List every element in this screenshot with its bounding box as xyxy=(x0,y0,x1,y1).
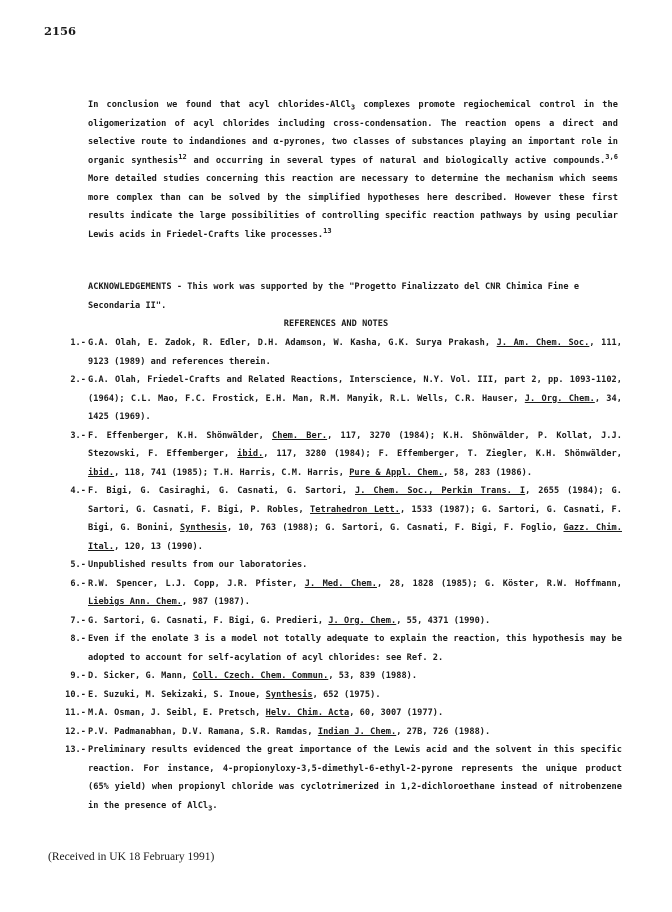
reference-item xyxy=(40,575,622,612)
reference-text xyxy=(88,612,622,631)
reference-fragment: , 120, 13 (1990). xyxy=(114,541,203,552)
acknowledgements-text: - This work was supported by the "Progetto Finalizzato del CNR Chimica Fine e Secondaria II". xyxy=(88,282,580,311)
reference-fragment: , 58, 283 (1986). xyxy=(443,467,533,478)
journal-name: Synthesis xyxy=(265,689,313,700)
reference-text xyxy=(88,334,622,371)
page-number: 2156 xyxy=(44,24,77,38)
reference-number: 8.- xyxy=(70,634,86,644)
subscript: 3 xyxy=(208,804,213,813)
reference-item xyxy=(40,667,622,686)
reference-fragment: M.A. Osman, J. Seibl, E. Pretsch, xyxy=(88,708,266,718)
reference-text xyxy=(88,575,622,612)
conclusion-paragraph xyxy=(88,96,618,244)
journal-name: Chem. Ber. xyxy=(272,430,328,441)
journal-name: Pure & Appl. Chem. xyxy=(349,467,444,478)
journal-name: Coll. Czech. Chem. Commun. xyxy=(192,671,329,681)
reference-item xyxy=(40,427,622,483)
references-list xyxy=(40,334,622,815)
acknowledgements-label: ACKNOWLEDGEMENTS xyxy=(88,282,172,292)
conclusion-text-3: and occurring in several types of natural and biologically active compounds. xyxy=(186,155,606,166)
reference-number: 5.- xyxy=(70,560,86,570)
reference-number: 9.- xyxy=(70,671,86,681)
reference-fragment: , 652 (1975). xyxy=(312,689,381,700)
reference-fragment: , 28, 1828 (1985); G. Köster, R.W. Hoffmann, xyxy=(376,578,622,589)
reference-item xyxy=(40,723,622,742)
reference-fragment: , 2655 (1984); G. Sartori, G. Casnati, F. Bigi, P. Robles, xyxy=(88,486,622,515)
journal-name: ibid. xyxy=(237,449,264,459)
reference-fragment: F. Effenberger, K.H. Shönwälder, xyxy=(88,430,272,441)
reference-item xyxy=(40,630,622,667)
citation-superscript: 3,6 xyxy=(605,152,618,161)
reference-number: 6.- xyxy=(70,578,86,589)
reference-fragment: D. Sicker, G. Mann, xyxy=(88,671,193,681)
reference-fragment: , 117, 3280 (1984); F. Effemberger, T. Ziegler, K.H. Shönwälder, xyxy=(263,449,622,459)
reference-fragment: , 987 (1987). xyxy=(182,597,250,607)
journal-name: J. Org. Chem. xyxy=(524,393,595,404)
journal-name: Indian J. Chem. xyxy=(317,726,397,737)
reference-item xyxy=(40,482,622,556)
conclusion-text-4: More detailed studies concerning this reaction are necessary to determine the mechanism which seems more complex than can be solved by the simplified hypotheses here described. However these first results indicate the large possibilities of controlling specific reaction pathways by using peculiar Lewis acids in Friedel-Crafts like processes. xyxy=(88,174,618,240)
reference-text xyxy=(88,630,622,667)
reference-fragment: , 27B, 726 (1988). xyxy=(396,726,491,737)
reference-fragment: F. Bigi, G. Casiraghi, G. Casnati, G. Sartori, xyxy=(88,486,355,496)
reference-fragment: , 111, 9123 (1989) and references therein. xyxy=(88,338,622,367)
reference-fragment: Unpublished results from our laboratories. xyxy=(88,560,308,570)
journal-name: Gazz. Chim. Ital. xyxy=(88,523,622,552)
reference-item xyxy=(40,741,622,815)
reference-text xyxy=(88,686,622,705)
reference-fragment: , 1533 (1987); G. Sartori, G. Casnati, F. Bigi, G. Bonini, xyxy=(88,504,622,533)
reference-number: 3.- xyxy=(70,430,86,441)
reference-text xyxy=(88,556,622,575)
reference-fragment: R.W. Spencer, L.J. Copp, J.R. Pfister, xyxy=(88,578,305,589)
journal-name: ibid. xyxy=(88,467,115,478)
reference-number: 11.- xyxy=(65,708,86,718)
reference-item xyxy=(40,334,622,371)
reference-fragment: . xyxy=(212,800,218,811)
citation-superscript: 12 xyxy=(178,152,187,161)
reference-item xyxy=(40,704,622,723)
reference-number: 2.- xyxy=(70,375,86,385)
reference-item xyxy=(40,686,622,705)
reference-fragment: , 117, 3270 (1984); K.H. Shönwälder, P. Kollat, J.J. Stezowski, F. Effemberger, xyxy=(88,430,622,459)
journal-name: J. Med. Chem. xyxy=(304,578,377,589)
reference-item xyxy=(40,371,622,427)
reference-fragment: , 55, 4371 (1990). xyxy=(396,615,491,626)
journal-name: Liebigs Ann. Chem. xyxy=(88,597,183,607)
conclusion-text-2: complexes promote regiochemical control in the oligomerization of acyl chlorides including cross-condensation. The reaction opens a direct and selective route to indandiones and α-pyrones, two classes of substances playing an important role in organic synthesis xyxy=(88,100,618,166)
references-heading: REFERENCES AND NOTES xyxy=(283,319,389,329)
journal-name: Helv. Chim. Acta xyxy=(265,708,350,718)
reference-fragment: Even if the enolate 3 is a model not totally adequate to explain the reaction, this hypothesis may be adopted to account for self-acylation of acyl chlorides: see Ref. 2. xyxy=(88,634,622,663)
acknowledgements xyxy=(88,278,618,315)
reference-fragment: G.A. Olah, E. Zadok, R. Edler, D.H. Adamson, W. Kasha, G.K. Surya Prakash, xyxy=(88,338,497,348)
reference-fragment: , 53, 839 (1988). xyxy=(328,671,418,681)
journal-name: Tetrahedron Lett. xyxy=(310,504,400,515)
reference-fragment: G. Sartori, G. Casnati, F. Bigi, G. Predieri, xyxy=(88,615,329,626)
reference-text xyxy=(88,427,622,483)
subscript: 3 xyxy=(350,103,356,112)
reference-text xyxy=(88,741,622,815)
reference-fragment: , 118, 741 (1985); T.H. Harris, C.M. Harris, xyxy=(114,467,350,478)
journal-name: J. Chem. Soc., Perkin Trans. I xyxy=(355,486,526,496)
reference-text xyxy=(88,667,622,686)
conclusion-text-1: In conclusion we found that acyl chlorides-AlCl xyxy=(88,100,351,110)
citation-superscript: 13 xyxy=(323,226,332,235)
reference-fragment: E. Suzuki, M. Sekizaki, S. Inoue, xyxy=(88,689,266,700)
reference-item xyxy=(40,612,622,631)
reference-text xyxy=(88,723,622,742)
reference-number: 13.- xyxy=(65,745,86,755)
journal-name: J. Org. Chem. xyxy=(328,615,397,626)
reference-fragment: , 10, 763 (1988); G. Sartori, G. Casnati, F. Bigi, F. Foglio, xyxy=(226,523,564,533)
reference-item xyxy=(40,556,622,575)
reference-number: 10.- xyxy=(65,689,86,700)
reference-fragment: , 34, 1425 (1969). xyxy=(88,393,622,422)
received-date: (Received in UK 18 February 1991) xyxy=(48,851,215,863)
reference-fragment: G.A. Olah, Friedel-Crafts and Related Reactions, Interscience, N.Y. Vol. III, part 2, pp. 1093-1102, (1964); C.L. Mao, F.C. Frostick, E.H. Man, R.M. Manyik, R.L. Wells, C.R. Hauser, xyxy=(88,375,622,404)
reference-number: 7.- xyxy=(70,615,86,626)
reference-number: 4.- xyxy=(70,486,86,496)
reference-text xyxy=(88,371,622,427)
reference-number: 12.- xyxy=(65,726,86,737)
reference-text xyxy=(88,704,622,723)
reference-number: 1.- xyxy=(70,338,86,348)
journal-name: J. Am. Chem. Soc. xyxy=(496,338,590,348)
reference-fragment: P.V. Padmanabhan, D.V. Ramana, S.R. Ramdas, xyxy=(88,726,318,737)
reference-text xyxy=(88,482,622,556)
journal-name: Synthesis xyxy=(179,523,227,533)
reference-fragment: , 60, 3007 (1977). xyxy=(349,708,444,718)
reference-fragment: Preliminary results evidenced the great importance of the Lewis acid and the solvent in this specific reaction. For instance, 4-propionyloxy-3,5-dimethyl-6-ethyl-2-pyrone represents the unique product (65% yield) when propionyl chloride was cyclotrimerized in 1,2-dichloroethane instead of nitrobenzene in the presence of AlCl xyxy=(88,745,622,811)
